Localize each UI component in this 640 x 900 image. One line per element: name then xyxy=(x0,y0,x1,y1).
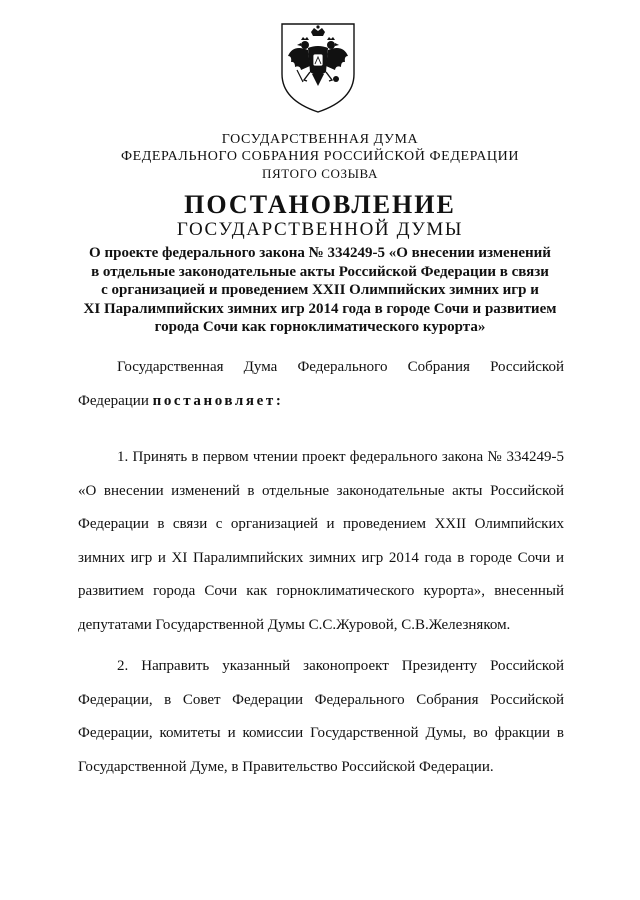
double-headed-eagle-icon xyxy=(279,22,357,114)
header-line-duma: ГОСУДАРСТВЕННАЯ ДУМА xyxy=(221,132,419,147)
resolution-item-1: 1. Принять в первом чтении проект федерального закона № 334249-5 «О внесении изменений в отдельные законодательные акты Российской Федерации в связи с организацией и проведением XXII Олимпийских зимних игр и XI Паралимпийских зимних игр 2014 года в городе Сочи и развитием города Сочи как горноклиматического курорта», внесенный депутатами Государственной Думы С.С.Журовой, С.В.Железняком. xyxy=(78,449,564,633)
header-line-federal-assembly: ФЕДЕРАЛЬНОГО СОБРАНИЯ РОССИЙСКОЙ ФЕДЕРАЦИИ xyxy=(120,149,520,164)
document-title: ПОСТАНОВЛЕНИЕ xyxy=(184,190,456,219)
coat-of-arms-emblem xyxy=(279,22,357,114)
preamble-paragraph xyxy=(78,351,564,418)
document-subject: О проекте федерального закона № 334249-5 «О внесении изменений в отдельные законодательные акты Российской Федерации в связи с организацией и проведением XXII Олимпийских зимних игр и XI Паралимпийских зимних игр 2014 года в городе Сочи и развитием города Сочи как горноклиматического курорта» xyxy=(83,245,557,335)
preamble-verb: постановляет: xyxy=(152,392,284,409)
preamble-text: Государственная Дума Федерального Собрания Российской Федерации xyxy=(78,359,564,409)
resolution-item-2: 2. Направить указанный законопроект Президенту Российской Федерации, в Совет Федерации Федерального Собрания Российской Федерации, комитеты и комиссии Государственной Думы, во фракции в Государственной Думе, в Правительство Российской Федерации. xyxy=(78,658,564,775)
document-subtitle: ГОСУДАРСТВЕННОЙ ДУМЫ xyxy=(176,219,464,240)
header-line-convocation: ПЯТОГО СОЗЫВА xyxy=(262,166,378,181)
